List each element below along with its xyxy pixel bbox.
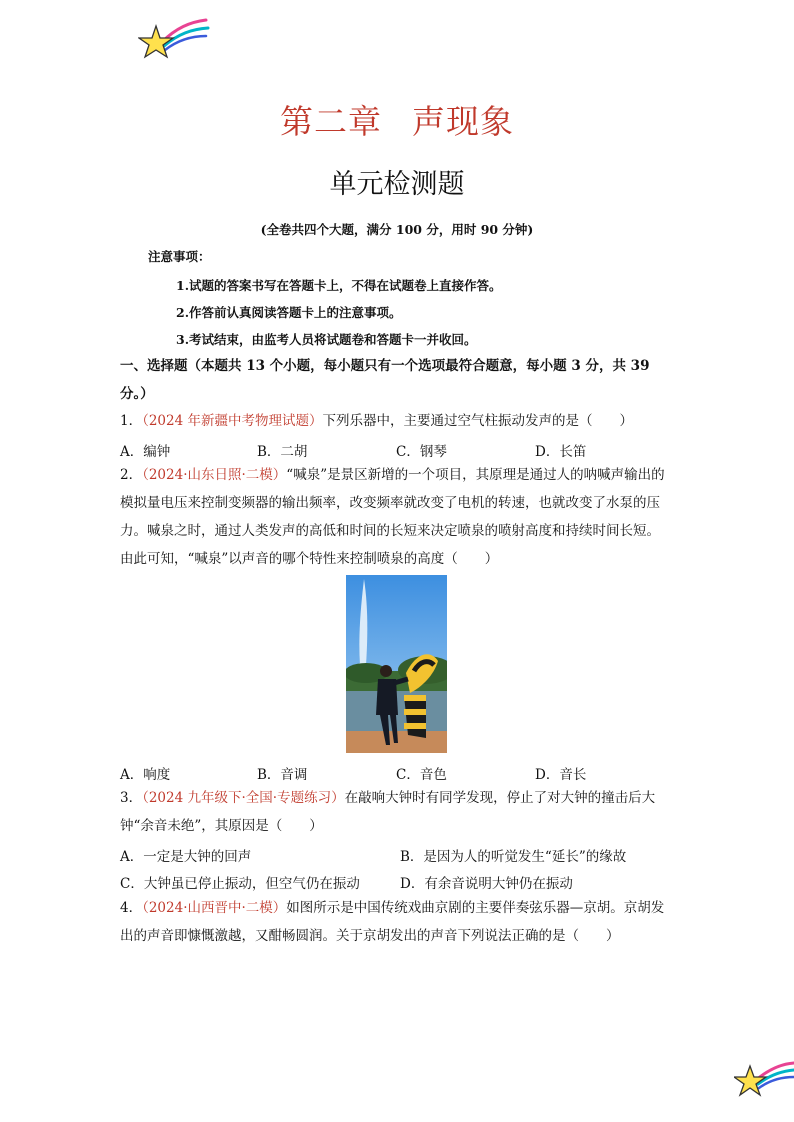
option-d: D．音长 (535, 767, 587, 783)
option-c: C．音色 (396, 767, 447, 783)
note-item: 1.试题的答案书写在答题卡上，不得在试题卷上直接作答。 (176, 278, 502, 293)
question-number: 3． (120, 790, 143, 806)
question-number: 1． (120, 413, 143, 429)
option-c: C．钢琴 (396, 444, 447, 460)
option-a: A．响度 (120, 767, 171, 783)
question-4: 4．（2024·山西晋中·二模）如图所示是中国传统戏曲京剧的主要伴奏弦乐器—京胡。京胡发 出的声音即慷慨激越，又酣畅圆润。关于京胡发出的声音下列说法正确的是（ ） (120, 900, 665, 944)
option-a: A．一定是大钟的回声 (120, 849, 252, 865)
question-number: 4． (120, 900, 143, 916)
question-text: 下列乐器中，主要通过空气柱振动发声的是（ ） (322, 413, 633, 429)
note-item: 3.考试结束，由监考人员将试题卷和答题卡一并收回。 (176, 332, 477, 347)
shout-fountain-photo (346, 575, 447, 753)
chapter-number: 第二章 (280, 102, 382, 141)
question-source: （2024·山西晋中·二模） (142, 900, 287, 916)
question-source: （2024·山东日照·二模） (142, 467, 287, 483)
shooting-star-icon (138, 14, 210, 60)
option-d: D．有余音说明大钟仍在振动 (400, 876, 573, 892)
option-b: B．二胡 (257, 444, 308, 460)
notes-heading: 注意事项： (148, 249, 211, 264)
question-3: 3．（2024 九年级下·全国·专题练习）在敲响大钟时有同学发现，停止了对大钟的撞击后大 钟“余音未绝”，其原因是（ ） (120, 790, 656, 834)
question-1 (120, 407, 680, 435)
option-c: C．大钟虽已停止振动，但空气仍在振动 (120, 876, 360, 892)
question-2: 2．（2024·山东日照·二模）“喊泉”是景区新增的一个项目，其原理是通过人的呐喊声输出的 模拟量电压来控制变频器的输出频率，改变频率就改变了电机的转速，也就改变了水泵的压 力。喊泉之时，通过人类发声的高低和时间的长短来决定喷泉的喷射高度和持续时间长短。 由此可知，“喊泉”以声音的哪个特性来控制喷泉的高度（ ） (120, 467, 665, 567)
chapter-title (0, 96, 794, 143)
shooting-star-icon (734, 1058, 794, 1098)
option-b: B．是因为人的听觉发生“延长”的缘故 (400, 849, 627, 865)
option-a: A．编钟 (120, 444, 171, 460)
question-source: （2024 年新疆中考物理试题） (142, 413, 323, 429)
page-subtitle: 单元检测题 (329, 169, 465, 200)
chapter-topic: 声现象 (412, 102, 514, 141)
question-number: 2． (120, 467, 143, 483)
option-b: B．音调 (257, 767, 308, 783)
note-item: 2.作答前认真阅读答题卡上的注意事项。 (176, 305, 402, 320)
option-d: D．长笛 (535, 444, 587, 460)
section-heading: 一、选择题（本题共 13 个小题，每小题只有一个选项最符合题意，每小题 3 分，共 39 分。） (120, 358, 650, 402)
question-source: （2024 九年级下·全国·专题练习） (142, 790, 345, 806)
exam-scope: (全卷共四个大题，满分 100 分，用时 90 分钟) (260, 222, 534, 237)
